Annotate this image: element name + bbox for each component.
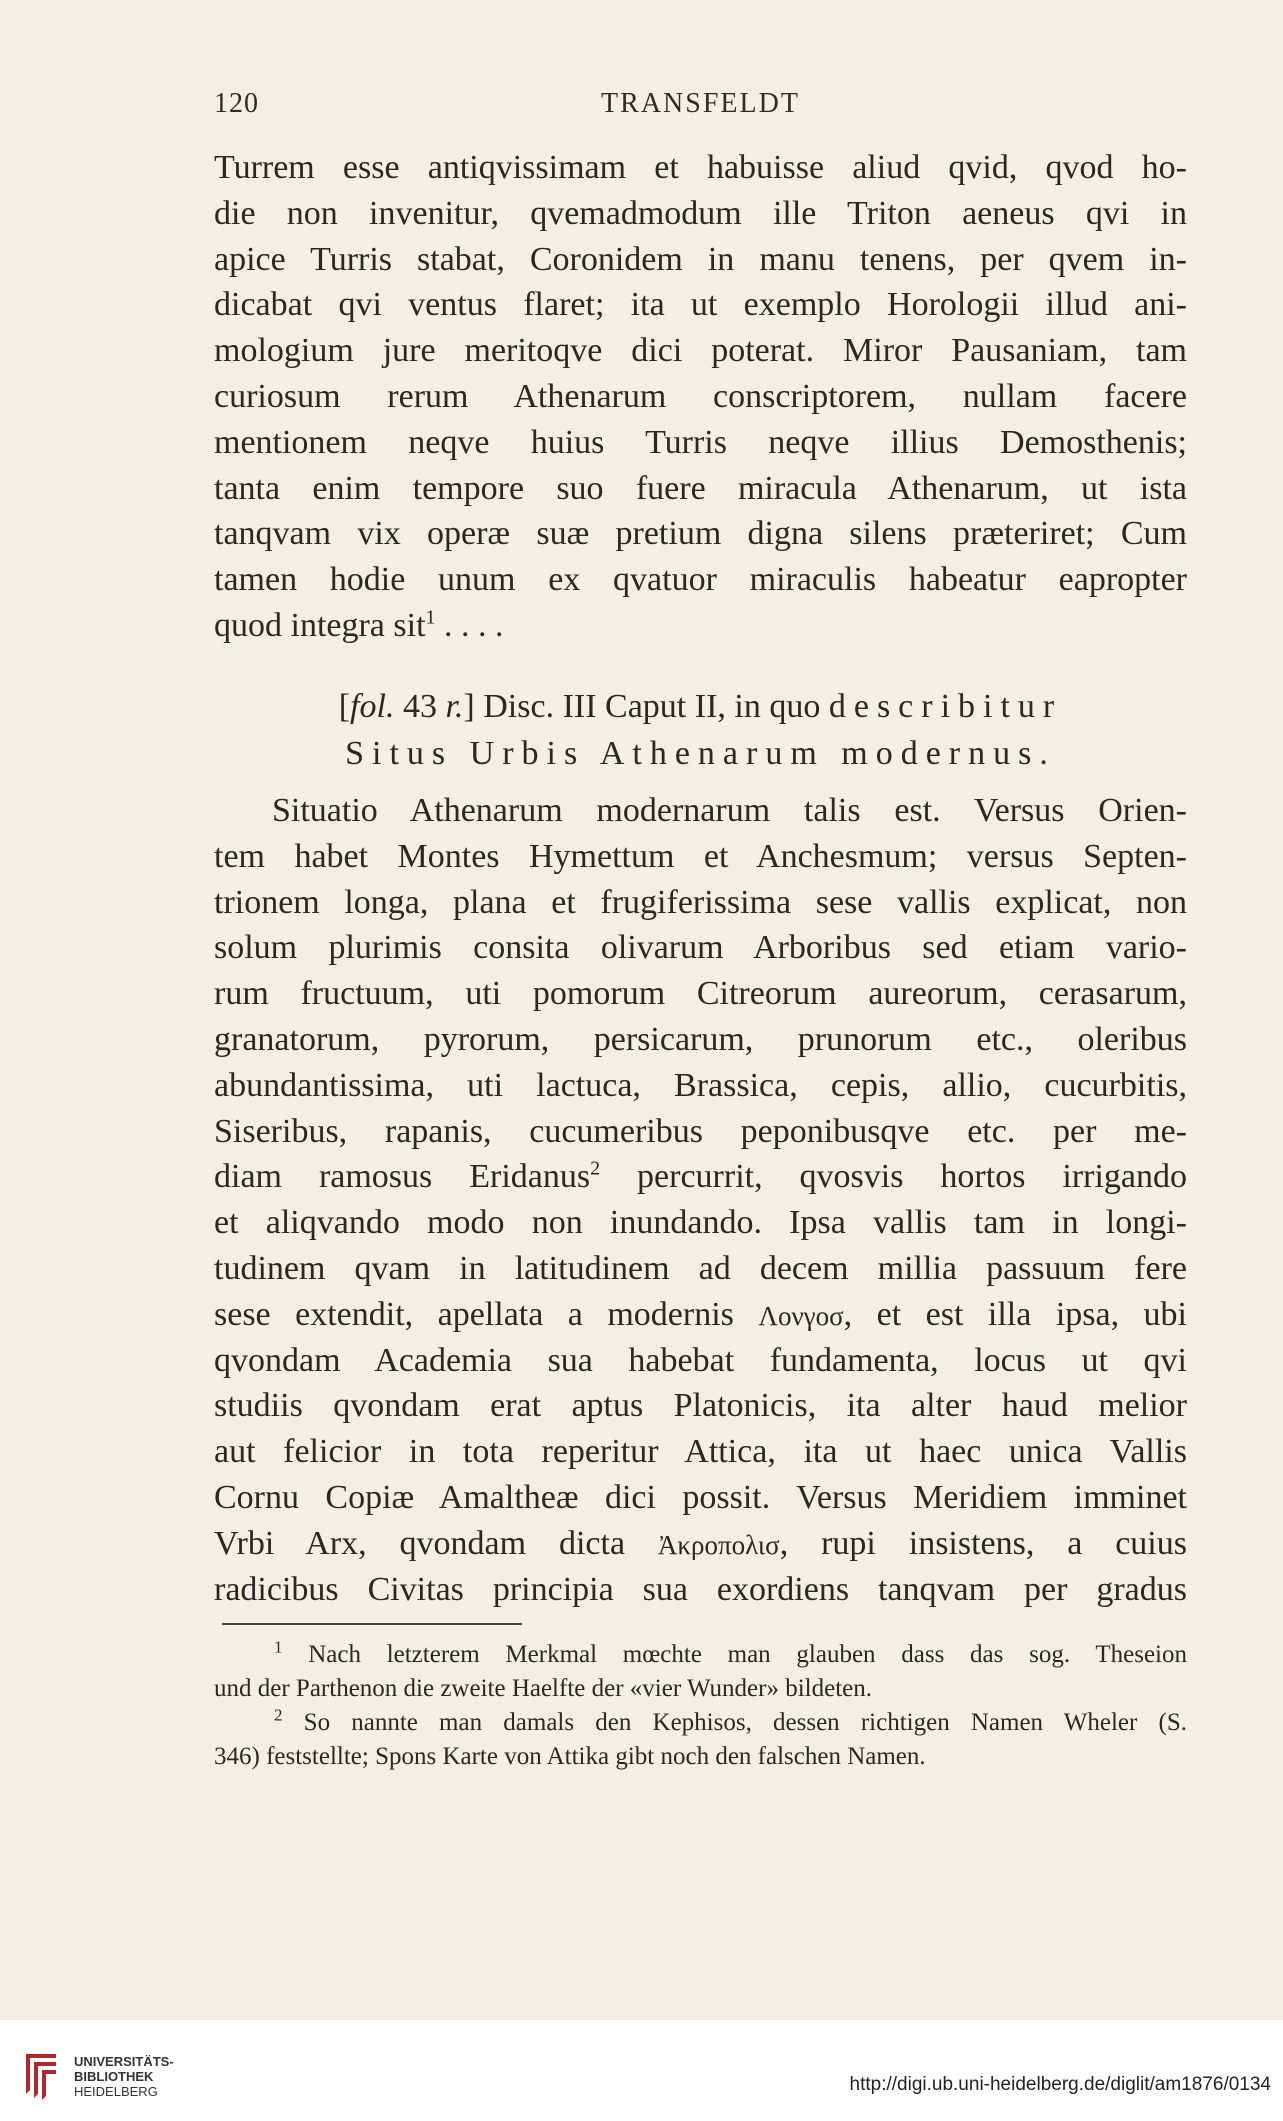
text-run: diam ramosus Eridanus bbox=[214, 1158, 591, 1196]
footnote-text: Nach letzterem Merkmal mœchte man glauben dass das sog. Theseion bbox=[282, 1641, 1187, 1668]
text-line: tudinem qvam in latitudinem ad decem millia passuum fere bbox=[214, 1249, 1187, 1287]
text-line: mentionem neqve huius Turris neqve illius Demosthenis; bbox=[214, 423, 1187, 461]
text-run: percurrit, qvosvis hortos irrigando bbox=[600, 1158, 1188, 1196]
footnote-text: So nannte man damals den Kephisos, dessen richtigen Namen Wheler (S. bbox=[282, 1709, 1187, 1736]
text-line: solum plurimis consita olivarum Arboribus sed etiam vario- bbox=[214, 929, 1187, 967]
text-line bbox=[214, 603, 1187, 649]
footnote-line: 346) feststellte; Spons Karte von Attika gibt noch den falschen Namen. bbox=[214, 1743, 926, 1770]
page-number: 120 bbox=[214, 88, 259, 119]
text-line: curiosum rerum Athenarum conscriptorem, nullam facere bbox=[214, 377, 1187, 415]
text-line: tanta enim tempore suo fuere miracula Athenarum, ut ista bbox=[214, 469, 1187, 507]
text-run: , et est illa ipsa, ubi bbox=[843, 1295, 1188, 1333]
text-line: tanqvam vix operæ suæ pretium digna silens præteriret; Cum bbox=[214, 515, 1187, 553]
footnotes bbox=[214, 1638, 1187, 1774]
text-line: dicabat qvi ventus flaret; ita ut exemplo Horologii illud ani- bbox=[214, 286, 1187, 324]
library-name-line: BIBLIOTHEK bbox=[74, 2069, 154, 2084]
text-line: rum fructuum, uti pomorum Citreorum aureorum, cerasarum, bbox=[214, 975, 1187, 1013]
heading-line-2: Situs Urbis Athenarum modernus. bbox=[345, 735, 1056, 772]
text-line: Situatio Athenarum modernarum talis est. Versus Orien- bbox=[272, 792, 1187, 829]
text-line: et aliqvando modo non inundando. Ipsa vallis tam in longi- bbox=[214, 1204, 1187, 1242]
library-name-line: HEIDELBERG bbox=[74, 2084, 158, 2099]
paragraph-2 bbox=[214, 788, 1187, 1612]
running-head bbox=[214, 88, 1187, 128]
text-run: , rupi insistens, a cuius bbox=[779, 1524, 1187, 1562]
heading-spaced-text: describitur bbox=[828, 688, 1063, 725]
footnote-ref: 1 bbox=[425, 606, 436, 629]
text-line: tem habet Montes Hymettum et Anchesmum; versus Septen- bbox=[214, 837, 1187, 875]
text-line: studiis qvondam erat aptus Platonicis, ita alter haud melior bbox=[214, 1387, 1187, 1425]
footnote-divider bbox=[222, 1623, 522, 1625]
text-line: qvondam Academia sua habebat fundamenta, locus ut qvi bbox=[214, 1341, 1187, 1379]
text-line: abundantissima, uti lactuca, Brassica, cepis, allio, cucurbitis, bbox=[214, 1066, 1187, 1104]
text-line bbox=[214, 1292, 1187, 1338]
footnote-marker: 1 bbox=[274, 1637, 283, 1657]
running-title: TRANSFELDT bbox=[601, 88, 800, 119]
text-line: aut felicior in tota reperitur Attica, ita ut haec unica Vallis bbox=[214, 1433, 1187, 1471]
text-run: Vrbi Arx, qvondam dicta bbox=[214, 1524, 658, 1562]
footer-bar bbox=[0, 2020, 1283, 2121]
footnote-line bbox=[214, 1638, 1187, 1672]
footnote-ref: 2 bbox=[590, 1158, 601, 1181]
paragraph-1 bbox=[214, 145, 1187, 649]
text-line: apice Turris stabat, Coronidem in manu tenens, per qvem in- bbox=[214, 240, 1187, 278]
library-name bbox=[74, 2054, 174, 2099]
ellipsis: . . . . bbox=[435, 606, 504, 644]
footnote-marker: 2 bbox=[274, 1705, 283, 1725]
text-run: sese extendit, apellata a modernis bbox=[214, 1295, 759, 1333]
library-name-line: UNIVERSITÄTS- bbox=[74, 2054, 174, 2069]
text-line: Siseribus, rapanis, cucumeribus peponibusqve etc. per me- bbox=[214, 1112, 1187, 1150]
text-line: trionem longa, plana et frugiferissima sese vallis explicat, non bbox=[214, 883, 1187, 921]
text-line: granatorum, pyrorum, persicarum, prunorum etc., oleribus bbox=[214, 1020, 1187, 1058]
text-line: die non invenitur, qvemadmodum ille Triton aeneus qvi in bbox=[214, 194, 1187, 232]
folio-number: 43 bbox=[394, 688, 446, 725]
text-line: Cornu Copiæ Amaltheæ dici possit. Versus Meridiem imminet bbox=[214, 1478, 1187, 1516]
heading-text: Disc. III Caput II, in quo bbox=[474, 688, 829, 725]
text-line: mologium jure meritoqve dici poterat. Miror Pausaniam, tam bbox=[214, 332, 1187, 370]
footnote-line: und der Parthenon die zweite Haelfte der «vier Wunder» bildeten. bbox=[214, 1675, 873, 1702]
chapter-heading bbox=[214, 683, 1187, 777]
heading-line-1 bbox=[214, 683, 1187, 730]
text-line bbox=[214, 1521, 1187, 1567]
greek-word: Λονγοσ bbox=[758, 1300, 844, 1331]
text-line: Turrem esse antiqvissimam et habuisse aliud qvid, qvod ho- bbox=[214, 149, 1187, 186]
greek-word: Ἀκροπολισ bbox=[657, 1529, 780, 1560]
folio-close: ] bbox=[463, 688, 475, 725]
footnote-line bbox=[214, 1706, 1187, 1740]
folio-open: [ bbox=[338, 688, 351, 725]
folio-label: fol. bbox=[350, 688, 395, 725]
folio-side: r. bbox=[445, 688, 464, 725]
text-line bbox=[214, 1154, 1187, 1200]
text-run: quod integra sit bbox=[214, 606, 426, 644]
source-url: http://digi.ub.uni-heidelberg.de/diglit/am1876/0134 bbox=[849, 2074, 1271, 2095]
text-line: tamen hodie unum ex qvatuor miraculis habeatur eapropter bbox=[214, 561, 1187, 599]
library-logo-icon bbox=[12, 2048, 68, 2100]
text-line: radicibus Civitas principia sua exordiens tanqvam per gradus bbox=[214, 1570, 1187, 1608]
